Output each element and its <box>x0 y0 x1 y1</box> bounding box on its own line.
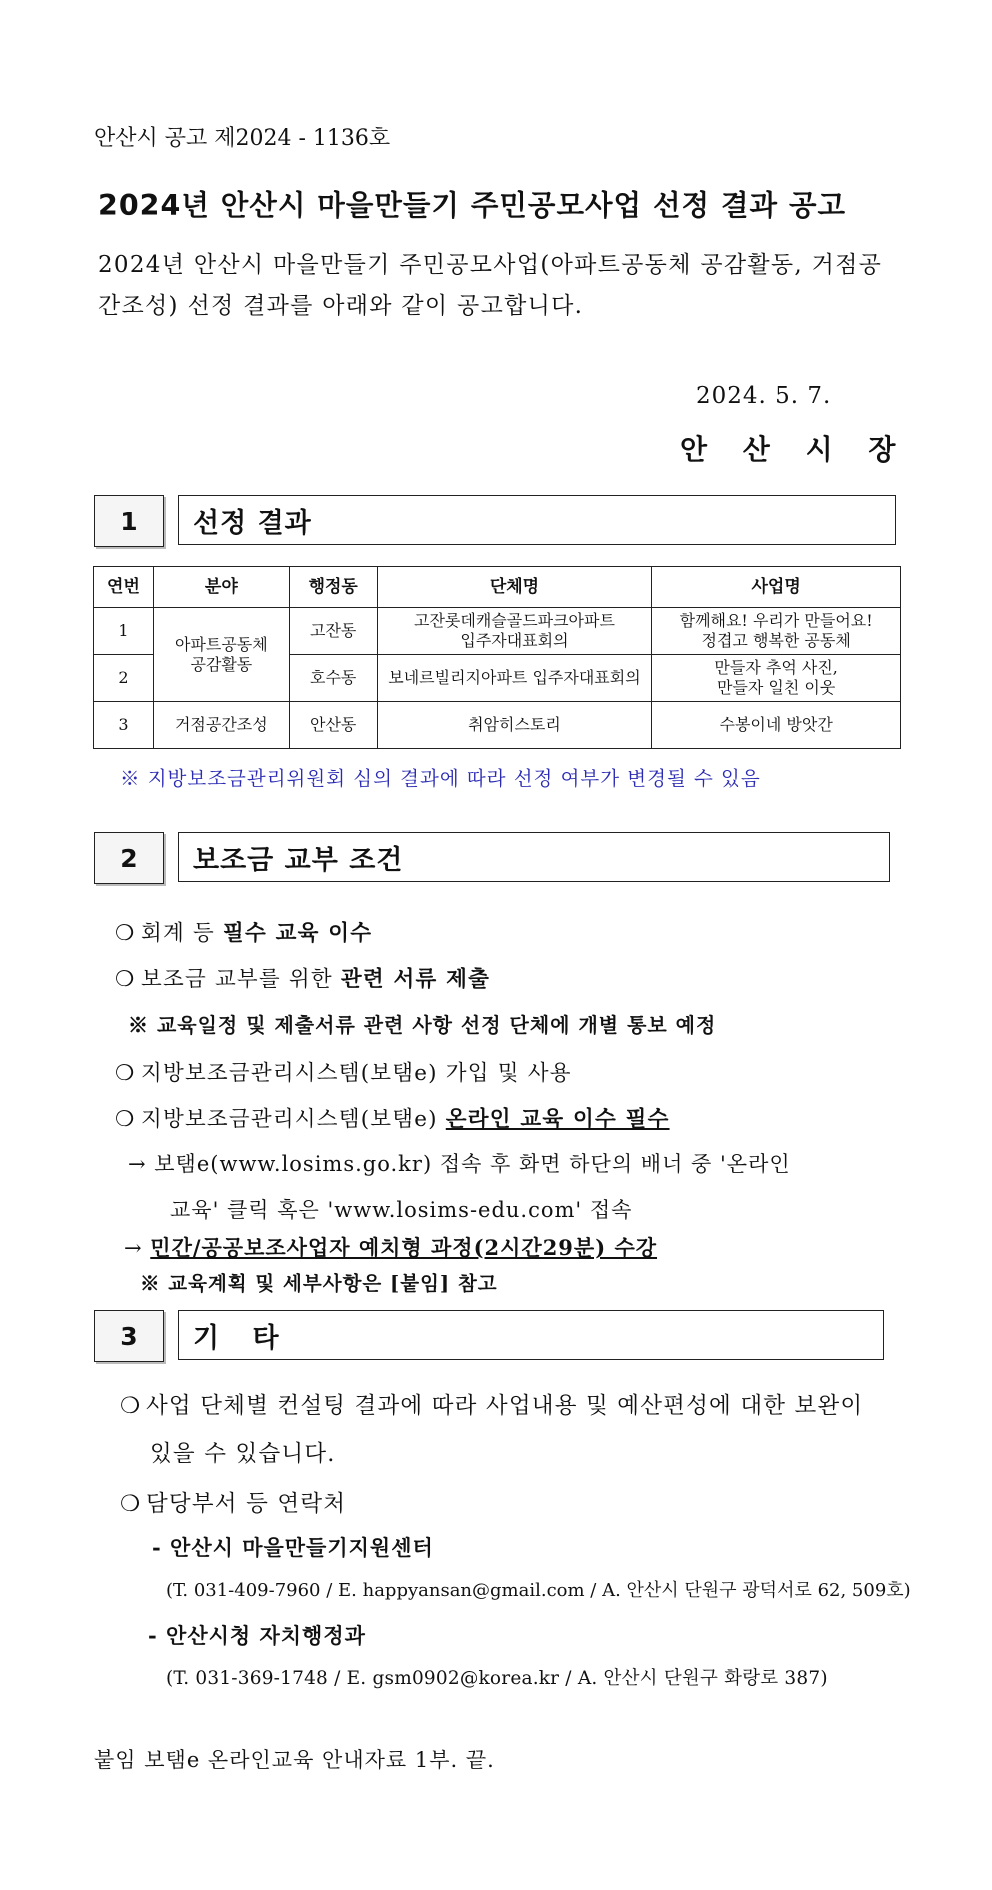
section-3-title: 기 타 <box>178 1310 884 1360</box>
dong-cell: 안산동 <box>289 702 377 749</box>
condition-1 <box>115 916 372 947</box>
intro-line-2: 간조성) 선정 결과를 아래와 같이 공고합니다. <box>98 293 584 319</box>
dong-cell: 고잔동 <box>289 608 377 655</box>
field-cell <box>153 608 289 702</box>
project-cell <box>652 608 901 655</box>
section-1-title: 선정 결과 <box>178 495 896 545</box>
project-line: 만들자 추억 사진, <box>714 658 838 677</box>
field-line: 공감활동 <box>190 654 253 674</box>
group-cell <box>377 608 652 655</box>
condition-1-bold: 필수 교육 이수 <box>222 921 373 946</box>
group-cell: 보네르빌리지아파트 입주자대표회의 <box>377 655 652 702</box>
project-cell <box>652 655 901 702</box>
row-number: 1 <box>94 608 154 655</box>
other-2-text: 담당부서 등 연락처 <box>146 1491 347 1517</box>
project-cell: 수봉이네 방앗간 <box>652 702 901 749</box>
contact-2-detail: (T. 031-369-1748 / E. gsm0902@korea.kr / A. 안산시 단원구 화랑로 387) <box>166 1668 828 1689</box>
table-header: 연번 <box>94 567 154 608</box>
condition-4 <box>115 1102 670 1133</box>
other-2 <box>120 1486 346 1518</box>
table-header: 행정동 <box>289 567 377 608</box>
field-cell: 거점공간조성 <box>153 702 289 749</box>
condition-3-text: 지방보조금관리시스템(보탬e) 가입 및 사용 <box>141 1061 572 1086</box>
other-1-line-1 <box>120 1388 863 1420</box>
intro-line-1: 2024년 안산시 마을만들기 주민공모사업(아파트공동체 공감활동, 거점공 <box>98 252 883 278</box>
bullet-icon: ❍ <box>115 1107 136 1132</box>
project-line: 만들자 일친 이웃 <box>716 678 836 697</box>
table-row <box>94 608 901 655</box>
field-line: 아파트공동체 <box>174 634 268 654</box>
section-2-number: 2 <box>94 832 164 884</box>
condition-3 <box>115 1056 572 1087</box>
row-number: 3 <box>94 702 154 749</box>
condition-2-bold: 관련 서류 제출 <box>340 967 491 992</box>
signature: 안 산 시 장 <box>680 433 909 466</box>
bullet-icon: ❍ <box>120 1393 142 1419</box>
group-line: 고잔롯데캐슬골드파크아파트 <box>414 611 615 630</box>
project-line: 함께해요! 우리가 만들어요! <box>679 611 873 630</box>
dong-cell: 호수동 <box>289 655 377 702</box>
contact-2-name: - 안산시청 자치행정과 <box>148 1623 366 1648</box>
condition-4-text: 지방보조금관리시스템(보탬e) <box>141 1107 446 1132</box>
section-3-number: 3 <box>94 1310 164 1362</box>
arrow-1-line-1: → 보탬e(www.losims.go.kr) 접속 후 화면 하단의 배너 중 '온라인 <box>128 1152 791 1176</box>
table-note: ※ 지방보조금관리위원회 심의 결과에 따라 선정 여부가 변경될 수 있음 <box>120 767 761 790</box>
education-note: ※ 교육계획 및 세부사항은 [붙임] 참고 <box>140 1272 498 1295</box>
contact-1-name: - 안산시 마을만들기지원센터 <box>152 1535 434 1560</box>
condition-4-bold: 온라인 교육 이수 필수 <box>445 1107 670 1132</box>
document-title: 2024년 안산시 마을만들기 주민공모사업 선정 결과 공고 <box>98 189 847 222</box>
table-row <box>94 702 901 749</box>
project-line: 정겹고 행복한 공동체 <box>701 631 851 650</box>
table-header: 분야 <box>153 567 289 608</box>
bullet-icon: ❍ <box>115 1061 136 1086</box>
condition-1-text: 회계 등 <box>141 921 223 946</box>
other-1-text: 사업 단체별 컨설팅 결과에 따라 사업내용 및 예산편성에 대한 보완이 <box>146 1393 864 1419</box>
notice-date: 2024. 5. 7. <box>696 383 832 409</box>
arrow-2-bold: 민간/공공보조사업자 예치형 과정(2시간29분) 수강 <box>150 1235 658 1260</box>
bullet-icon: ❍ <box>115 967 136 992</box>
group-cell: 취암히스토리 <box>377 702 652 749</box>
arrow-2 <box>124 1232 657 1262</box>
section-2-title: 보조금 교부 조건 <box>178 832 890 882</box>
row-number: 2 <box>94 655 154 702</box>
table-header-row <box>94 567 901 608</box>
bullet-icon: ❍ <box>115 921 136 946</box>
selection-table <box>93 566 901 749</box>
condition-2-note: ※ 교육일정 및 제출서류 관련 사항 선정 단체에 개별 통보 예정 <box>128 1013 717 1037</box>
attachment-line: 붙임 보탬e 온라인교육 안내자료 1부. 끝. <box>94 1748 495 1772</box>
group-line: 입주자대표회의 <box>460 631 569 650</box>
bullet-icon: ❍ <box>120 1491 142 1517</box>
table-header: 단체명 <box>377 567 652 608</box>
arrow-1-line-2: 교육' 클릭 혹은 'www.losims-edu.com' 접속 <box>170 1198 633 1222</box>
arrow-2-prefix: → <box>124 1236 151 1260</box>
notice-number: 안산시 공고 제2024 - 1136호 <box>94 126 391 151</box>
condition-2-text: 보조금 교부를 위한 <box>141 967 341 992</box>
contact-1-detail: (T. 031-409-7960 / E. happyansan@gmail.com / A. 안산시 단원구 광덕서로 62, 509호) <box>166 1580 911 1601</box>
condition-2 <box>115 962 490 993</box>
other-1-line-2: 있을 수 있습니다. <box>150 1441 336 1467</box>
section-1-number: 1 <box>94 495 164 547</box>
table-header: 사업명 <box>652 567 901 608</box>
